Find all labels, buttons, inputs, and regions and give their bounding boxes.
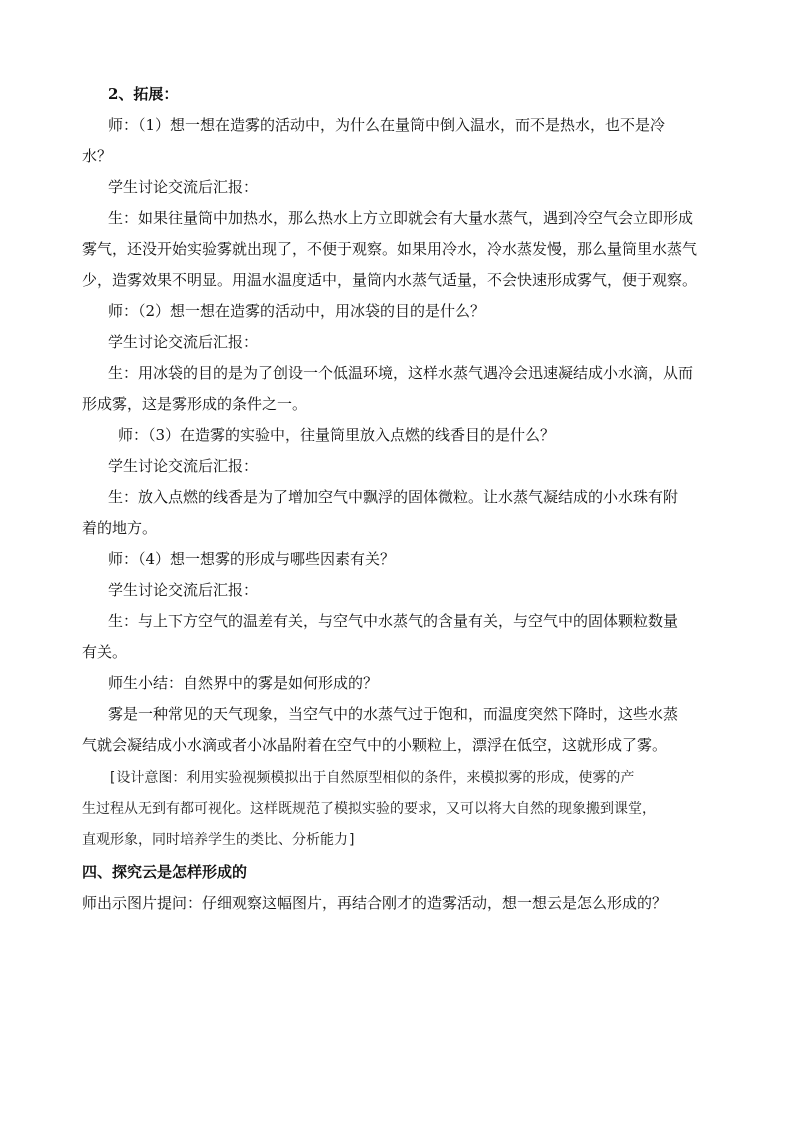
paragraph-line: 生：放入点燃的线香是为了增加空气中飘浮的固体微粒。让水蒸气凝结成的小水珠有附 <box>108 488 679 506</box>
paragraph-line: 形成雾，这是雾形成的条件之一。 <box>82 395 308 413</box>
paragraph-line: 师：（1）想一想在造雾的活动中，为什么在量筒中倒入温水，而不是热水，也不是冷 <box>108 116 666 134</box>
paragraph-line: 师出示图片提问：仔细观察这幅图片，再结合刚才的造雾活动，想一想云是怎么形成的？ <box>82 894 668 912</box>
design-intent-note: 直观形象，同时培养学生的类比、分析能力] <box>82 832 357 848</box>
paragraph-line: 师：（2）想一想在造雾的活动中，用冰袋的目的是什么？ <box>108 302 486 320</box>
paragraph-line: 水？ <box>82 147 113 165</box>
paragraph-line: 师：（3）在造雾的实验中，往量筒里放入点燃的线香目的是什么？ <box>118 426 556 444</box>
paragraph-line: 学生讨论交流后汇报： <box>108 457 259 475</box>
section-heading-expansion: 2、拓展： <box>108 85 179 103</box>
paragraph-line: 生：用冰袋的目的是为了创设一个低温环境，这样水蒸气遇冷会迅速凝结成小水滴，从而 <box>108 364 694 382</box>
paragraph-line: 师生小结：自然界中的雾是如何形成的？ <box>108 674 379 692</box>
paragraph-line: 有关。 <box>82 643 128 661</box>
paragraph-line: 着的地方。 <box>82 519 158 537</box>
paragraph-line: 少，造雾效果不明显。用温水温度适中，量筒内水蒸气适量，不会快速形成雾气，便于观察。 <box>82 271 698 289</box>
paragraph-line: 学生讨论交流后汇报： <box>108 178 259 196</box>
design-intent-note: [设计意图：利用实验视频模拟出于自然原型相似的条件，来模拟雾的形成，使雾的产 <box>108 770 635 786</box>
section-heading-cloud: 四、探究云是怎样形成的 <box>82 863 248 881</box>
paragraph-line: 雾气，还没开始实验雾就出现了，不便于观察。如果用冷水，冷水蒸发慢，那么量筒里水蒸气 <box>82 240 698 258</box>
paragraph-line: 生：与上下方空气的温差有关，与空气中水蒸气的含量有关，与空气中的固体颗粒数量 <box>108 612 679 630</box>
paragraph-line: 学生讨论交流后汇报： <box>108 333 259 351</box>
paragraph-line: 气就会凝结成小水滴或者小冰晶附着在空气中的小颗粒上，漂浮在低空，这就形成了雾。 <box>82 736 668 754</box>
paragraph-line: 学生讨论交流后汇报： <box>108 581 259 599</box>
design-intent-note: 生过程从无到有都可视化。这样既规范了模拟实验的要求，又可以将大自然的现象搬到课堂， <box>82 801 656 817</box>
paragraph-line: 生：如果往量筒中加热水，那么热水上方立即就会有大量水蒸气，遇到冷空气会立即形成 <box>108 209 694 227</box>
paragraph-line: 雾是一种常见的天气现象，当空气中的水蒸气过于饱和，而温度突然下降时，这些水蒸 <box>108 705 679 723</box>
paragraph-line: 师：（4）想一想雾的形成与哪些因素有关？ <box>108 550 396 568</box>
